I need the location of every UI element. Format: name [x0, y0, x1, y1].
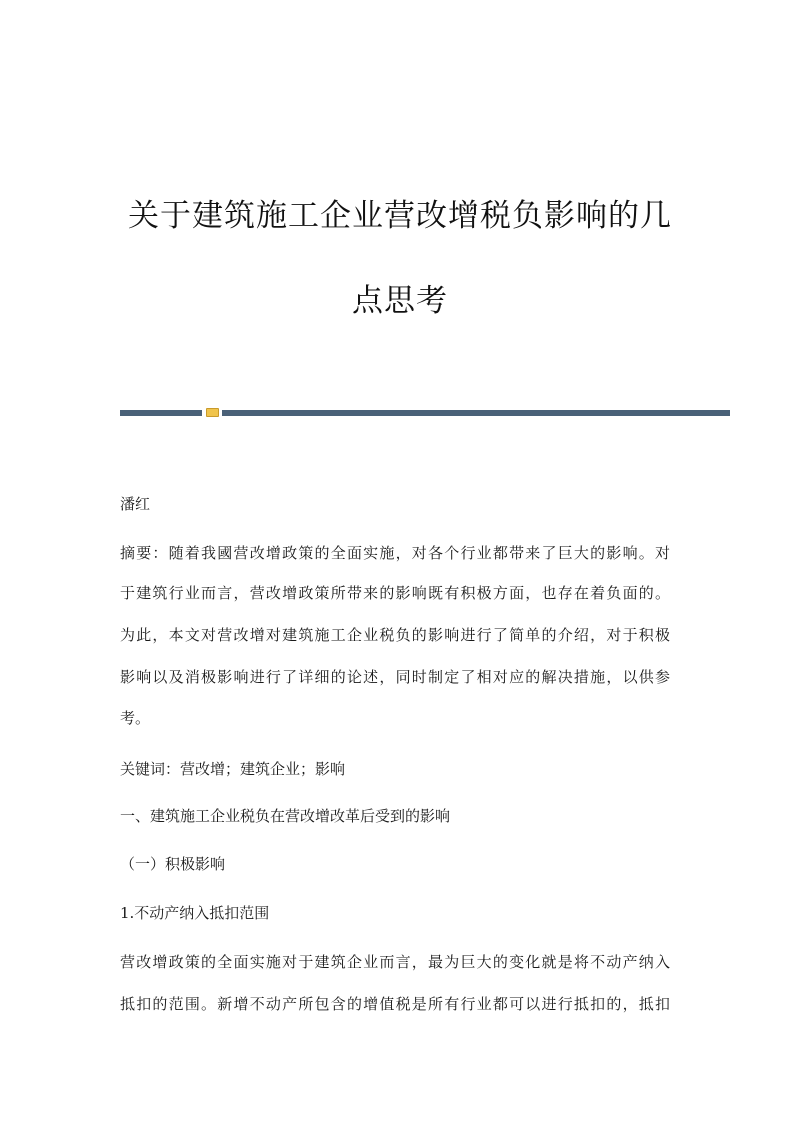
divider-ornament-icon [206, 408, 219, 417]
document-title-line-1: 关于建筑施工企业营改增税负影响的几 [128, 198, 672, 234]
abstract-line-5: 考。 [120, 709, 151, 727]
document-title-line-2: 点思考 [352, 283, 448, 319]
abstract-line-4: 影响以及消极影响进行了详细的论述，同时制定了相对应的解决措施，以供参 [120, 668, 670, 686]
section-heading-1: 一、建筑施工企业税负在营改增改革后受到的影响 [120, 807, 451, 825]
item-heading-1: 1.不动产纳入抵扣范围 [120, 904, 270, 922]
body-line-2: 抵扣的范围。新增不动产所包含的增值税是所有行业都可以进行抵扣的，抵扣 [120, 995, 670, 1013]
abstract-line-3: 为此，本文对营改增对建筑施工企业税负的影响进行了简单的介绍，对于积极 [120, 626, 670, 644]
subsection-heading-1: （一）积极影响 [120, 855, 226, 873]
abstract-line-2: 于建筑行业而言，营改增政策所带来的影响既有积极方面，也存在着负面的。 [120, 584, 670, 602]
title-divider [120, 408, 730, 418]
divider-bar-right [222, 410, 730, 416]
abstract-line-1: 摘要：随着我國营改增政策的全面实施，对各个行业都带来了巨大的影响。对 [120, 544, 670, 562]
body-line-1: 营改增政策的全面实施对于建筑企业而言，最为巨大的变化就是将不动产纳入 [120, 953, 670, 971]
divider-bar-left [120, 410, 202, 416]
keywords: 关键词：营改增；建筑企业；影响 [120, 760, 346, 778]
author-name: 潘红 [120, 495, 151, 513]
